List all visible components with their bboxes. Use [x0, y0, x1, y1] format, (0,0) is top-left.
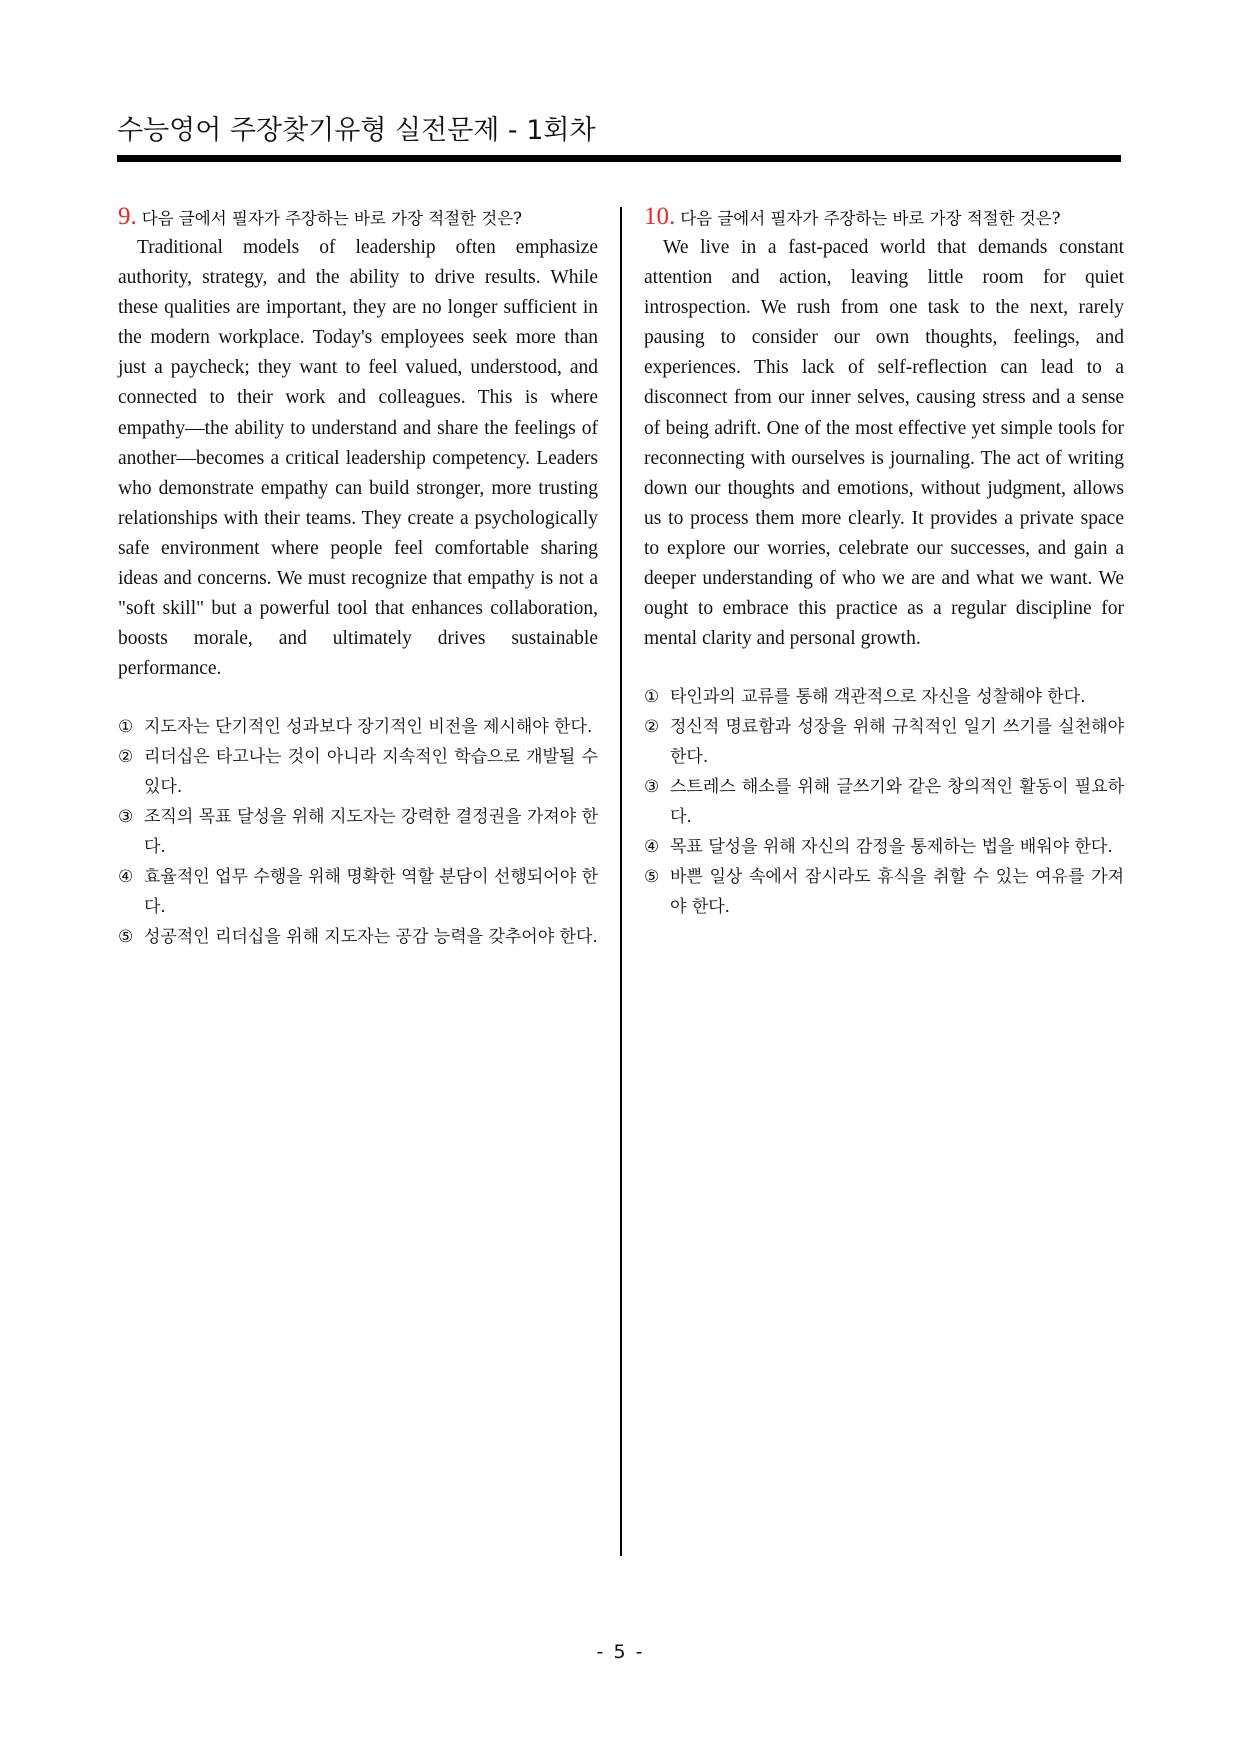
option-mark: ② [644, 717, 660, 738]
option-text: 지도자는 단기적인 성과보다 장기적인 비전을 제시해야 한다. [144, 717, 593, 738]
question-number: 10. [644, 203, 676, 230]
answer-option-2[interactable] [118, 742, 598, 802]
answer-option-2[interactable] [644, 712, 1124, 772]
page-title: 수능영어 주장찾기유형 실전문제 - 1회차 [117, 115, 596, 146]
option-mark: ③ [644, 777, 660, 798]
question-9 [118, 203, 598, 952]
option-mark: ① [118, 717, 134, 738]
option-text: 조직의 목표 달성을 위해 지도자는 강력한 결정권을 가져야 한다. [144, 807, 598, 858]
option-text: 스트레스 해소를 위해 글쓰기와 같은 창의적인 활동이 필요하다. [670, 777, 1124, 828]
option-mark: ① [644, 687, 660, 708]
answer-option-5[interactable] [644, 862, 1124, 922]
passage: We live in a fast-paced world that demands constant attention and action, leaving little room for quiet introspection. We rush from one task to the next, rarely pausing to consider our own thoughts, feelings, and experiences. This lack of self-reflection can lead to a disconnect from our inner selves, causing stress and a sense of being adrift. One of the most effective yet simple tools for reconnecting with ourselves is journaling. The act of writing down our thoughts and emotions, without judgment, allows us to process them more clearly. It provides a private space to explore our worries, celebrate our successes, and gain a deeper understanding of who we are and what we want. We ought to embrace this practice as a regular discipline for mental clarity and personal growth. [644, 237, 1124, 650]
answer-option-1[interactable] [118, 712, 598, 742]
option-mark: ⑤ [644, 867, 660, 888]
page-number: - 5 - [596, 1641, 645, 1663]
answer-option-5[interactable] [118, 922, 598, 952]
option-text: 정신적 명료함과 성장을 위해 규칙적인 일기 쓰기를 실천해야 한다. [670, 717, 1124, 768]
passage: Traditional models of leadership often emphasize authority, strategy, and the ability to drive results. While these qualities are important, they are no longer sufficient in the modern workplace. Today's employees seek more than just a paycheck; they want to feel valued, understood, and connected to their work and colleagues. This is where empathy—the ability to understand and share the feelings of another—becomes a critical leadership competency. Leaders who demonstrate empathy can build stronger, more trusting relationships with their teams. They create a psychologically safe environment where people feel comfortable sharing ideas and concerns. We must recognize that empathy is not a "soft skill" but a powerful tool that enhances collaboration, boosts morale, and ultimately drives sustainable performance. [118, 237, 598, 680]
option-text: 목표 달성을 위해 자신의 감정을 통제하는 법을 배워야 한다. [670, 837, 1113, 858]
option-mark: ② [118, 747, 134, 768]
answer-options [644, 682, 1124, 922]
option-text: 성공적인 리더십을 위해 지도자는 공감 능력을 갖추어야 한다. [144, 927, 598, 948]
answer-option-4[interactable] [118, 862, 598, 922]
option-text: 타인과의 교류를 통해 객관적으로 자신을 성찰해야 한다. [670, 687, 1086, 708]
answer-option-3[interactable] [118, 802, 598, 862]
option-mark: ⑤ [118, 927, 134, 948]
option-mark: ③ [118, 807, 134, 828]
answer-option-4[interactable] [644, 832, 1124, 862]
answer-options [118, 712, 598, 952]
question-header [118, 203, 598, 233]
question-10 [644, 203, 1124, 922]
option-mark: ④ [118, 867, 134, 888]
answer-option-1[interactable] [644, 682, 1124, 712]
option-text: 바쁜 일상 속에서 잠시라도 휴식을 취할 수 있는 여유를 가져야 한다. [670, 867, 1124, 918]
question-number: 9. [118, 203, 137, 230]
question-header [644, 203, 1124, 233]
question-prompt: 다음 글에서 필자가 주장하는 바로 가장 적절한 것은? [680, 209, 1061, 228]
question-prompt: 다음 글에서 필자가 주장하는 바로 가장 적절한 것은? [141, 209, 523, 228]
option-text: 효율적인 업무 수행을 위해 명확한 역할 분담이 선행되어야 한다. [144, 867, 598, 918]
option-text: 리더십은 타고나는 것이 아니라 지속적인 학습으로 개발될 수 있다. [144, 747, 598, 798]
column-divider [620, 207, 622, 1556]
answer-option-3[interactable] [644, 772, 1124, 832]
title-rule [117, 155, 1121, 162]
option-mark: ④ [644, 837, 660, 858]
